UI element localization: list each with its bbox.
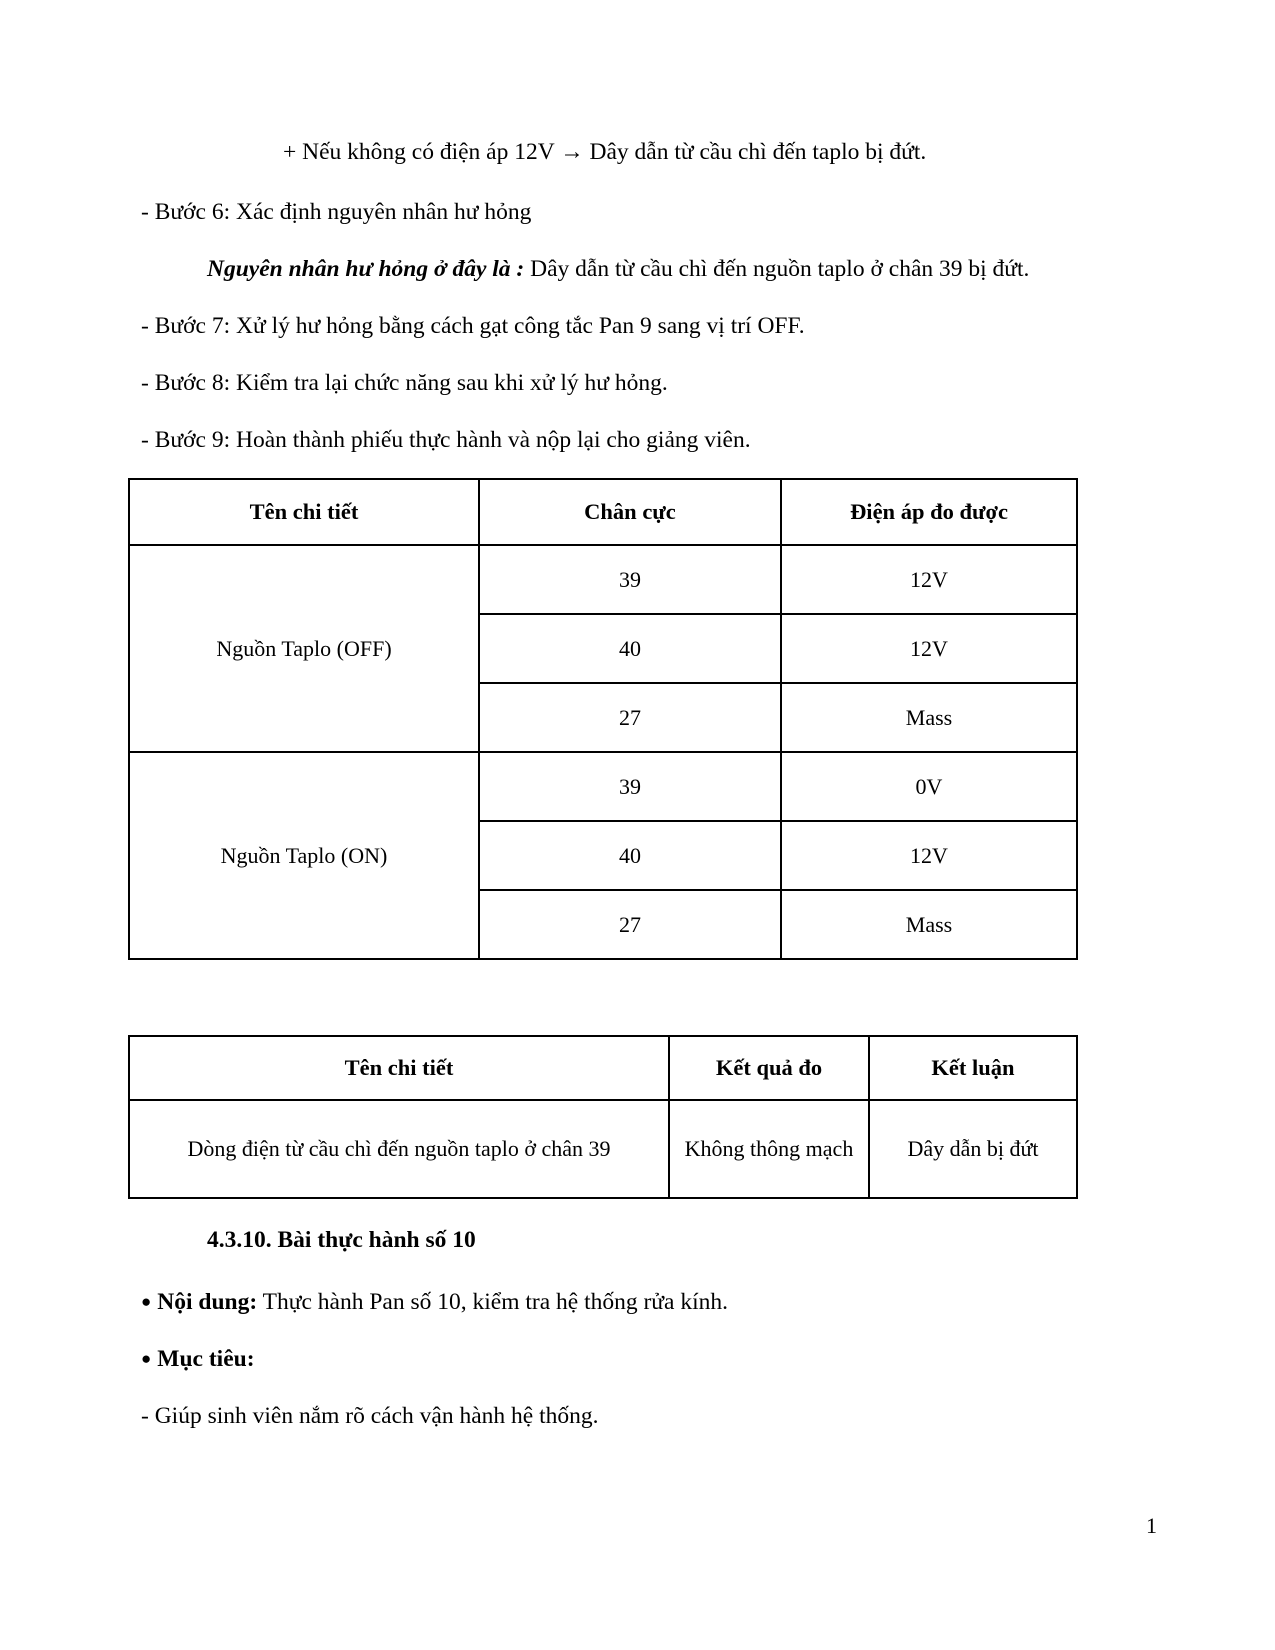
bullet-text: Thực hành Pan số 10, kiểm tra hệ thống rửa kính. bbox=[257, 1289, 729, 1315]
pin-value: 39 bbox=[479, 545, 781, 614]
table-header-row bbox=[129, 1036, 1077, 1100]
table-row bbox=[129, 752, 1077, 821]
bullet-dot-icon: ● bbox=[141, 1349, 152, 1368]
column-header-result: Kết quả đo bbox=[669, 1036, 869, 1100]
bullet-label: Mục tiêu: bbox=[157, 1346, 255, 1372]
voltage-value: 12V bbox=[781, 614, 1077, 683]
detail-value: Dòng điện từ cầu chì đến nguồn taplo ở chân 39 bbox=[129, 1100, 669, 1198]
column-header-voltage: Điện áp đo được bbox=[781, 479, 1077, 545]
bullet-dot-icon: ● bbox=[141, 1292, 152, 1311]
column-header-detail-name: Tên chi tiết bbox=[129, 479, 479, 545]
paragraph-cause bbox=[207, 256, 1029, 283]
paragraph-buoc-8: - Bước 8: Kiểm tra lại chức năng sau khi xử lý hư hỏng. bbox=[141, 370, 668, 396]
bullet-muc-tieu bbox=[141, 1346, 255, 1373]
table-header-row bbox=[129, 479, 1077, 545]
result-value: Không thông mạch bbox=[669, 1100, 869, 1198]
bullet-label: Nội dung: bbox=[157, 1289, 258, 1315]
paragraph-buoc-6: - Bước 6: Xác định nguyên nhân hư hỏng bbox=[141, 199, 532, 225]
pin-value: 40 bbox=[479, 821, 781, 890]
paragraph-no-voltage: + Nếu không có điện áp 12V → Dây dẫn từ cầu chì đến taplo bị đứt. bbox=[283, 139, 927, 165]
pin-value: 27 bbox=[479, 683, 781, 752]
cause-rest: Dây dẫn từ cầu chì đến nguồn taplo ở chân 39 bị đứt. bbox=[524, 256, 1030, 282]
voltage-value: 12V bbox=[781, 545, 1077, 614]
group-label-taplo-on: Nguồn Taplo (ON) bbox=[129, 752, 479, 959]
column-header-detail-name: Tên chi tiết bbox=[129, 1036, 669, 1100]
voltage-value: Mass bbox=[781, 890, 1077, 959]
page-number: 1 bbox=[1146, 1513, 1157, 1538]
table-row bbox=[129, 1100, 1077, 1198]
paragraph-objective: - Giúp sinh viên nắm rõ cách vận hành hệ thống. bbox=[141, 1403, 599, 1429]
voltage-value: Mass bbox=[781, 683, 1077, 752]
paragraph-buoc-7: - Bước 7: Xử lý hư hỏng bằng cách gạt công tắc Pan 9 sang vị trí OFF. bbox=[141, 313, 805, 339]
bullet-noi-dung bbox=[141, 1289, 728, 1316]
section-heading: 4.3.10. Bài thực hành số 10 bbox=[207, 1227, 476, 1253]
voltage-value: 12V bbox=[781, 821, 1077, 890]
table-row bbox=[129, 545, 1077, 614]
pin-value: 40 bbox=[479, 614, 781, 683]
voltage-value: 0V bbox=[781, 752, 1077, 821]
pin-value: 39 bbox=[479, 752, 781, 821]
pin-value: 27 bbox=[479, 890, 781, 959]
conclusion-table bbox=[128, 1035, 1078, 1199]
column-header-conclusion: Kết luận bbox=[869, 1036, 1077, 1100]
cause-emphasis: Nguyên nhân hư hỏng ở đây là : bbox=[207, 256, 525, 282]
voltage-measurement-table bbox=[128, 478, 1078, 960]
column-header-pin: Chân cực bbox=[479, 479, 781, 545]
paragraph-buoc-9: - Bước 9: Hoàn thành phiếu thực hành và nộp lại cho giảng viên. bbox=[141, 427, 751, 453]
conclusion-value: Dây dẫn bị đứt bbox=[869, 1100, 1077, 1198]
group-label-taplo-off: Nguồn Taplo (OFF) bbox=[129, 545, 479, 752]
